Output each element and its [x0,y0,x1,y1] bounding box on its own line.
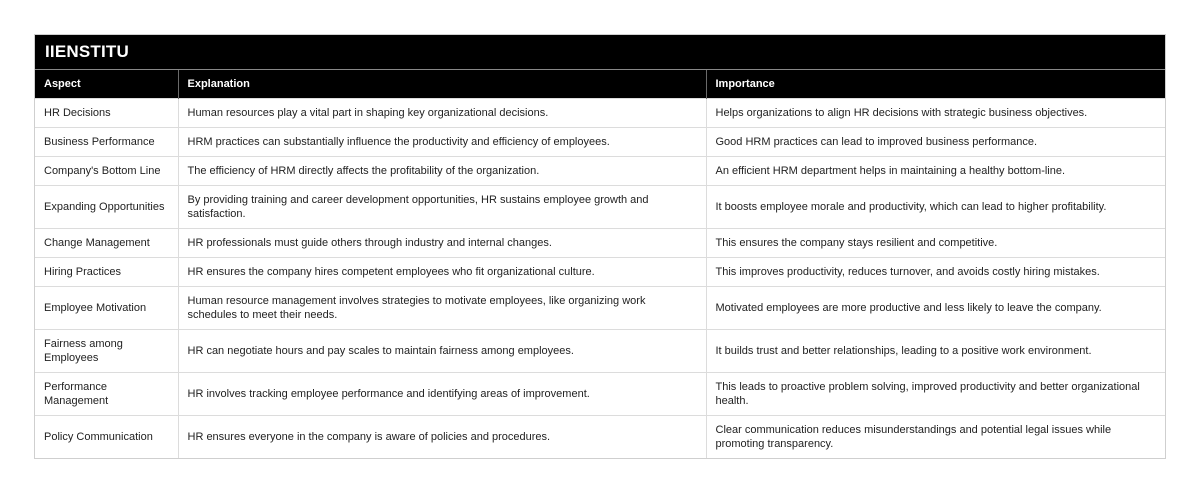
table-row [35,99,1165,128]
cell-explanation: By providing training and career development opportunities, HR sustains employee growth and satisfaction. [178,186,706,229]
cell-aspect: Fairness among Employees [35,330,178,373]
cell-importance: It builds trust and better relationships, leading to a positive work environment. [706,330,1165,373]
cell-explanation: HR can negotiate hours and pay scales to maintain fairness among employees. [178,330,706,373]
table-row [35,157,1165,186]
cell-explanation: The efficiency of HRM directly affects the profitability of the organization. [178,157,706,186]
cell-aspect: Company's Bottom Line [35,157,178,186]
cell-aspect: Employee Motivation [35,287,178,330]
cell-importance: This improves productivity, reduces turnover, and avoids costly hiring mistakes. [706,258,1165,287]
header-importance: Importance [706,70,1165,99]
hr-aspects-table-container [34,34,1166,459]
cell-importance: Motivated employees are more productive and less likely to leave the company. [706,287,1165,330]
table-header-row [35,70,1165,99]
cell-aspect: Expanding Opportunities [35,186,178,229]
hr-aspects-table [35,69,1165,458]
cell-aspect: Performance Management [35,373,178,416]
cell-importance: Good HRM practices can lead to improved business performance. [706,128,1165,157]
brand-title: IIENSTITU [35,35,1165,69]
cell-explanation: HR ensures everyone in the company is aware of policies and procedures. [178,416,706,459]
cell-importance: Helps organizations to align HR decisions with strategic business objectives. [706,99,1165,128]
header-explanation: Explanation [178,70,706,99]
table-row [35,258,1165,287]
cell-explanation: Human resource management involves strategies to motivate employees, like organizing work schedules to meet their needs. [178,287,706,330]
cell-aspect: Hiring Practices [35,258,178,287]
cell-aspect: Business Performance [35,128,178,157]
cell-importance: This leads to proactive problem solving, improved productivity and better organizational health. [706,373,1165,416]
cell-aspect: Change Management [35,229,178,258]
table-row [35,128,1165,157]
cell-explanation: Human resources play a vital part in shaping key organizational decisions. [178,99,706,128]
table-row [35,287,1165,330]
table-row [35,229,1165,258]
cell-aspect: Policy Communication [35,416,178,459]
cell-importance: Clear communication reduces misunderstandings and potential legal issues while promoting transparency. [706,416,1165,459]
table-row [35,330,1165,373]
cell-explanation: HR involves tracking employee performance and identifying areas of improvement. [178,373,706,416]
header-aspect: Aspect [35,70,178,99]
cell-explanation: HR ensures the company hires competent employees who fit organizational culture. [178,258,706,287]
table-row [35,186,1165,229]
cell-aspect: HR Decisions [35,99,178,128]
cell-importance: An efficient HRM department helps in maintaining a healthy bottom-line. [706,157,1165,186]
cell-importance: This ensures the company stays resilient and competitive. [706,229,1165,258]
table-row [35,416,1165,459]
table-row [35,373,1165,416]
cell-explanation: HRM practices can substantially influence the productivity and efficiency of employees. [178,128,706,157]
cell-explanation: HR professionals must guide others through industry and internal changes. [178,229,706,258]
cell-importance: It boosts employee morale and productivity, which can lead to higher profitability. [706,186,1165,229]
